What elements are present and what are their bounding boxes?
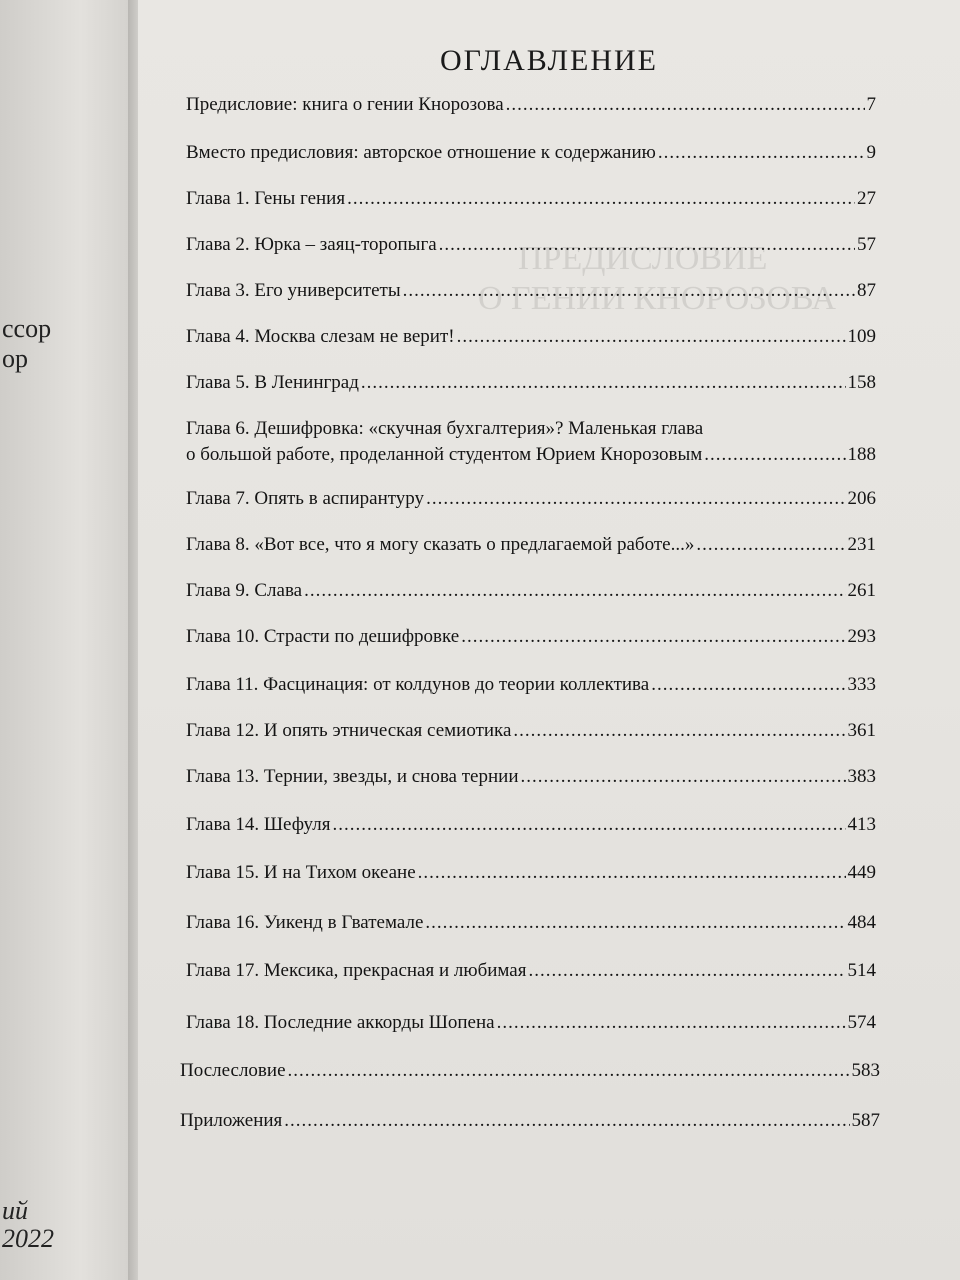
toc-entry-title: Глава 15. И на Тихом океане bbox=[186, 862, 416, 883]
toc-entry-title: Глава 4. Москва слезам не верит! bbox=[186, 326, 455, 347]
toc-entry bbox=[186, 1010, 876, 1036]
dot-leader bbox=[288, 1058, 850, 1084]
toc-entry-page: 188 bbox=[847, 444, 876, 465]
dot-leader bbox=[403, 278, 855, 304]
toc-entry bbox=[186, 910, 876, 936]
toc-entry-multiline bbox=[186, 416, 876, 442]
left-page bbox=[0, 0, 135, 1280]
toc-entry bbox=[180, 1108, 880, 1134]
dot-leader bbox=[426, 486, 845, 512]
toc-entry bbox=[186, 186, 876, 212]
toc-entry-page: 158 bbox=[847, 372, 876, 393]
toc-entry-page: 383 bbox=[847, 766, 876, 787]
toc-title: ОГЛАВЛЕНИЕ bbox=[440, 44, 658, 77]
toc-entry bbox=[186, 764, 876, 790]
toc-entry bbox=[186, 958, 876, 984]
dot-leader bbox=[696, 532, 845, 558]
dot-leader bbox=[506, 92, 865, 118]
toc-entry-title: Глава 3. Его университеты bbox=[186, 280, 401, 301]
dot-leader bbox=[439, 232, 855, 258]
toc-entry-title: Глава 18. Последние аккорды Шопена bbox=[186, 1012, 495, 1033]
toc-entry bbox=[186, 92, 876, 118]
toc-entry bbox=[186, 718, 876, 744]
toc-entry-page: 261 bbox=[847, 580, 876, 601]
toc-entry bbox=[186, 860, 876, 886]
toc-entry-page: 109 bbox=[847, 326, 876, 347]
toc-entry bbox=[186, 140, 876, 166]
show-through-text: О ГЕНИИ КНОРОЗОВА bbox=[478, 280, 836, 317]
toc-entry bbox=[186, 232, 876, 258]
dot-leader bbox=[513, 718, 845, 744]
toc-entry-title: Глава 12. И опять этническая семиотика bbox=[186, 720, 512, 741]
toc-entry-title: Глава 2. Юрка – заяц-торопыга bbox=[186, 234, 437, 255]
toc-entry-page: 484 bbox=[847, 912, 876, 933]
toc-entry-title: Предисловие: книга о гении Кнорозова bbox=[186, 94, 504, 115]
toc-entry-page: 449 bbox=[847, 862, 876, 883]
toc-entry-page: 57 bbox=[857, 234, 876, 255]
toc-entry-page: 361 bbox=[847, 720, 876, 741]
toc-entry bbox=[186, 812, 876, 838]
toc-entry bbox=[186, 624, 876, 650]
toc-entry-page: 9 bbox=[866, 142, 876, 163]
dot-leader bbox=[418, 860, 846, 886]
dot-leader bbox=[284, 1108, 849, 1134]
left-page-fragment: ор bbox=[2, 344, 28, 373]
dot-leader bbox=[461, 624, 845, 650]
toc-entry-title: Глава 14. Шефуля bbox=[186, 814, 331, 835]
toc-entry-title: Глава 13. Тернии, звезды, и снова тернии bbox=[186, 766, 519, 787]
left-page-fragment: ий bbox=[2, 1196, 28, 1225]
toc-entry bbox=[180, 1058, 880, 1084]
right-page bbox=[138, 0, 960, 1280]
toc-entry-title: Глава 11. Фасцинация: от колдунов до теории коллектива bbox=[186, 674, 650, 695]
toc-entry-title: Глава 16. Уикенд в Гватемале bbox=[186, 912, 424, 933]
left-page-fragment: 2022 bbox=[2, 1224, 54, 1253]
dot-leader bbox=[304, 578, 845, 604]
toc-entry-title: Глава 17. Мексика, прекрасная и любимая bbox=[186, 960, 527, 981]
toc-entry bbox=[186, 278, 876, 304]
toc-entry bbox=[186, 324, 876, 350]
toc-entry-title: Глава 1. Гены гения bbox=[186, 188, 346, 209]
show-through-text: ПРЕДИСЛОВИЕ bbox=[518, 240, 768, 277]
toc-entry-page: 7 bbox=[866, 94, 876, 115]
toc-entry-page: 413 bbox=[847, 814, 876, 835]
toc-entry-title: Глава 7. Опять в аспирантуру bbox=[186, 488, 425, 509]
toc-entry bbox=[186, 532, 876, 558]
dot-leader bbox=[704, 442, 845, 468]
toc-entry-title: Вместо предисловия: авторское отношение к содержанию bbox=[186, 142, 656, 163]
left-page-fragment: ссор bbox=[2, 314, 52, 343]
toc-entry-page: 574 bbox=[847, 1012, 876, 1033]
toc-entry bbox=[186, 578, 876, 604]
dot-leader bbox=[361, 370, 846, 396]
toc-entry-title: Приложения bbox=[180, 1110, 283, 1131]
toc-entry-page: 514 bbox=[847, 960, 876, 981]
toc-entry bbox=[186, 672, 876, 698]
toc-entry-page: 333 bbox=[847, 674, 876, 695]
toc-entry bbox=[186, 486, 876, 512]
toc-entry-page: 587 bbox=[851, 1110, 880, 1131]
dot-leader bbox=[520, 764, 845, 790]
toc-entry-title-continued: о большой работе, проделанной студентом Юрием Кнорозовым bbox=[186, 444, 703, 465]
toc-entry-page: 293 bbox=[847, 626, 876, 647]
toc-entry-title: Глава 9. Слава bbox=[186, 580, 303, 601]
dot-leader bbox=[332, 812, 845, 838]
dot-leader bbox=[528, 958, 845, 984]
toc-entry-title: Глава 5. В Ленинград bbox=[186, 372, 359, 393]
dot-leader bbox=[651, 672, 845, 698]
toc-entry-page: 206 bbox=[847, 488, 876, 509]
dot-leader bbox=[658, 140, 865, 166]
toc-entry bbox=[186, 370, 876, 396]
dot-leader bbox=[347, 186, 855, 212]
toc-entry-title: Послесловие bbox=[180, 1060, 286, 1081]
dot-leader bbox=[425, 910, 845, 936]
toc-entry-page: 583 bbox=[851, 1060, 880, 1081]
toc-entry bbox=[186, 442, 876, 468]
dot-leader bbox=[497, 1010, 846, 1036]
toc-entry-page: 231 bbox=[847, 534, 876, 555]
toc-entry-page: 27 bbox=[857, 188, 876, 209]
toc-entry-title: Глава 10. Страсти по дешифровке bbox=[186, 626, 460, 647]
dot-leader bbox=[457, 324, 846, 350]
toc-entry-title: Глава 8. «Вот все, что я могу сказать о предлагаемой работе...» bbox=[186, 534, 695, 555]
toc-entry-title: Глава 6. Дешифровка: «скучная бухгалтерия»? Маленькая глава bbox=[186, 418, 704, 439]
toc-entry-page: 87 bbox=[857, 280, 876, 301]
